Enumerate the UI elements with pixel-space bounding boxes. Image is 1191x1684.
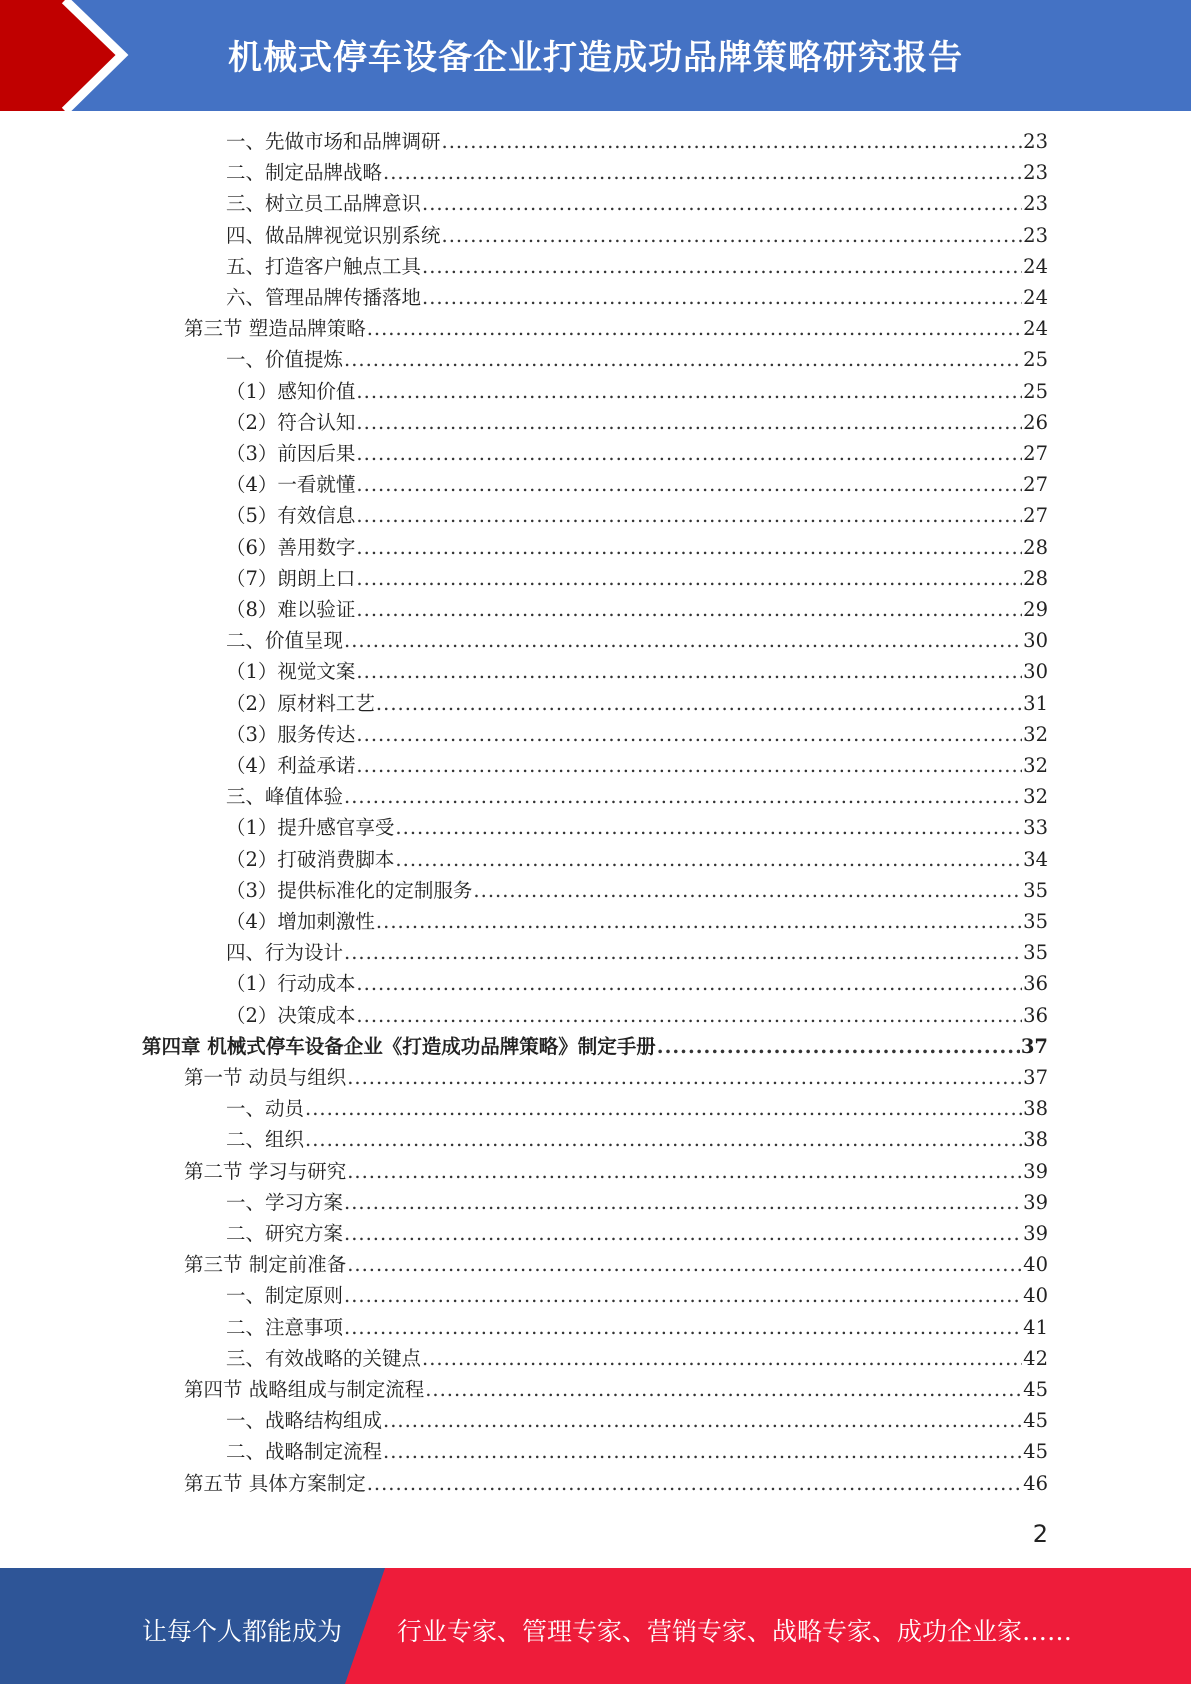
- toc-leader-dots: [356, 750, 1022, 781]
- toc-entry[interactable]: [226, 875, 1048, 906]
- toc-leader-dots: [422, 251, 1022, 282]
- chevron-arrow-icon: [0, 0, 160, 111]
- toc-entry[interactable]: [226, 344, 1048, 375]
- toc-entry-page: 29: [1023, 598, 1048, 621]
- toc-entry-label: （2）原材料工艺: [226, 691, 375, 715]
- toc-entry-page: 40: [1023, 1284, 1048, 1308]
- toc-entry[interactable]: [226, 968, 1048, 999]
- toc-entry-label: （3）服务传达: [226, 722, 356, 746]
- toc-entry-page: 24: [1023, 254, 1048, 278]
- toc-leader-dots: [395, 812, 1022, 843]
- toc-leader-dots: [347, 1156, 1022, 1187]
- toc-entry[interactable]: [226, 1280, 1048, 1311]
- toc-entry-label: （1）提升感官享受: [226, 816, 395, 840]
- toc-entry-label: （2）决策成本: [226, 1003, 356, 1027]
- toc-leader-dots: [356, 532, 1022, 563]
- toc-leader-dots: [344, 781, 1022, 812]
- toc-leader-dots: [344, 1280, 1022, 1311]
- toc-entry-page: 23: [1023, 223, 1048, 247]
- toc-leader-dots: [376, 906, 1022, 937]
- toc-entry-page: 24: [1023, 286, 1048, 309]
- toc-entry[interactable]: [226, 1343, 1048, 1374]
- toc-entry-label: （5）有效信息: [226, 504, 356, 528]
- toc-entry-label: 四、行为设计: [226, 941, 344, 965]
- toc-entry-page: 24: [1023, 317, 1048, 341]
- toc-entry[interactable]: [226, 781, 1048, 812]
- toc-entry-page: 38: [1023, 1128, 1048, 1152]
- toc-leader-dots: [367, 313, 1022, 344]
- toc-entry-label: 第二节 学习与研究: [184, 1159, 347, 1183]
- toc-entry-page: 30: [1023, 660, 1048, 684]
- toc-leader-dots: [442, 126, 1023, 157]
- toc-leader-dots: [395, 844, 1022, 875]
- footer-slogan-right: 行业专家、管理专家、营销专家、战略专家、成功企业家……: [397, 1617, 1073, 1646]
- toc-entry-label: 一、战略结构组成: [226, 1409, 383, 1433]
- toc-entry-label: （1）行动成本: [226, 972, 356, 996]
- toc-entry-page: 35: [1023, 910, 1048, 933]
- toc-entry[interactable]: [226, 594, 1048, 625]
- toc-leader-dots: [356, 719, 1022, 750]
- toc-entry[interactable]: [226, 625, 1048, 656]
- toc-leader-dots: [356, 656, 1022, 687]
- toc-entry-label: （4）增加刺激性: [226, 910, 375, 933]
- toc-entry[interactable]: [226, 500, 1048, 531]
- toc-entry[interactable]: [226, 563, 1048, 594]
- toc-entry[interactable]: [226, 750, 1048, 781]
- toc-entry-label: 二、战略制定流程: [226, 1440, 383, 1464]
- toc-entry[interactable]: [226, 1218, 1048, 1249]
- toc-entry-page: 39: [1023, 1159, 1048, 1183]
- toc-leader-dots: [657, 1031, 1020, 1062]
- toc-entry[interactable]: [226, 1436, 1048, 1467]
- toc-entry-label: 五、打造客户触点工具: [226, 254, 422, 278]
- toc-entry-page: 27: [1023, 473, 1048, 497]
- toc-leader-dots: [356, 563, 1022, 594]
- toc-entry[interactable]: [226, 719, 1048, 750]
- toc-entry-page: 26: [1023, 410, 1048, 434]
- toc-entry[interactable]: [142, 1031, 1048, 1062]
- toc-entry-page: 32: [1023, 785, 1048, 809]
- toc-entry[interactable]: [184, 1156, 1048, 1187]
- toc-entry-label: 第一节 动员与组织: [184, 1066, 347, 1089]
- page-header: [0, 0, 1191, 111]
- toc-entry-page: 40: [1023, 1253, 1048, 1277]
- toc-entry-label: 一、动员: [226, 1097, 305, 1121]
- toc-entry[interactable]: [226, 251, 1048, 282]
- toc-entry-page: 34: [1023, 847, 1048, 871]
- toc-leader-dots: [383, 1405, 1022, 1436]
- toc-entry-page: 37: [1020, 1034, 1048, 1058]
- toc-entry-label: 第四节 战略组成与制定流程: [184, 1378, 425, 1401]
- toc-entry-page: 31: [1023, 691, 1048, 715]
- toc-entry-label: （8）难以验证: [226, 598, 356, 621]
- page-number: 2: [1032, 1520, 1048, 1548]
- toc-entry[interactable]: [226, 688, 1048, 719]
- footer-slogan-left: 让每个人都能成为: [142, 1617, 343, 1646]
- toc-entry-label: 二、制定品牌战略: [226, 161, 383, 185]
- toc-entry-page: 23: [1023, 130, 1048, 153]
- toc-leader-dots: [367, 1468, 1022, 1499]
- toc-entry-page: 33: [1023, 816, 1048, 840]
- toc-entry-label: 三、峰值体验: [226, 785, 344, 809]
- toc-entry-page: 30: [1023, 629, 1048, 653]
- toc-leader-dots: [305, 1124, 1022, 1155]
- toc-entry[interactable]: [184, 1468, 1048, 1499]
- toc-entry-label: 第四章 机械式停车设备企业《打造成功品牌策略》制定手册: [142, 1034, 656, 1058]
- toc-entry-label: 二、价值呈现: [226, 629, 344, 653]
- toc-leader-dots: [356, 407, 1022, 438]
- toc-entry[interactable]: [184, 1062, 1048, 1093]
- toc-leader-dots: [344, 344, 1022, 375]
- toc-entry[interactable]: [226, 157, 1048, 188]
- toc-entry-label: （6）善用数字: [226, 535, 356, 559]
- toc-entry-label: （4）利益承诺: [226, 754, 356, 777]
- toc-entry-label: （4）一看就懂: [226, 473, 356, 497]
- toc-leader-dots: [376, 688, 1022, 719]
- toc-entry-page: 32: [1023, 754, 1048, 777]
- toc-entry[interactable]: [226, 1187, 1048, 1218]
- toc-entry[interactable]: [226, 906, 1048, 937]
- toc-entry[interactable]: [226, 438, 1048, 469]
- toc-entry[interactable]: [226, 407, 1048, 438]
- toc-entry[interactable]: [184, 1374, 1048, 1405]
- toc-entry-label: （7）朗朗上口: [226, 566, 356, 590]
- toc-entry-page: 36: [1023, 972, 1048, 996]
- toc-entry[interactable]: [226, 532, 1048, 563]
- toc-entry-page: 23: [1023, 161, 1048, 185]
- toc-entry-page: 25: [1023, 379, 1048, 403]
- toc-entry[interactable]: [226, 1312, 1048, 1343]
- toc-entry-label: 一、学习方案: [226, 1190, 344, 1214]
- toc-leader-dots: [356, 968, 1022, 999]
- toc-entry-page: 45: [1023, 1378, 1048, 1401]
- toc-leader-dots: [356, 1000, 1022, 1031]
- toc-entry-label: 三、有效战略的关键点: [226, 1346, 422, 1370]
- toc-entry[interactable]: [184, 1249, 1048, 1280]
- toc-entry-page: 39: [1023, 1222, 1048, 1245]
- toc-entry[interactable]: [226, 188, 1048, 219]
- toc-entry-page: 46: [1023, 1471, 1048, 1495]
- toc-entry-label: 一、先做市场和品牌调研: [226, 130, 441, 153]
- toc-leader-dots: [422, 188, 1022, 219]
- toc-leader-dots: [344, 1218, 1022, 1249]
- toc-leader-dots: [305, 1093, 1022, 1124]
- toc-entry-page: 45: [1023, 1409, 1048, 1433]
- toc-entry-page: 28: [1023, 535, 1048, 559]
- toc-entry-label: 二、组织: [226, 1128, 305, 1152]
- toc-leader-dots: [473, 875, 1022, 906]
- toc-leader-dots: [383, 157, 1022, 188]
- toc-entry-page: 32: [1023, 722, 1048, 746]
- toc-leader-dots: [356, 594, 1022, 625]
- toc-entry[interactable]: [226, 376, 1048, 407]
- toc-entry-label: （3）提供标准化的定制服务: [226, 878, 473, 902]
- toc-entry-label: 一、制定原则: [226, 1284, 344, 1308]
- toc-entry[interactable]: [226, 844, 1048, 875]
- toc-entry[interactable]: [226, 1093, 1048, 1124]
- toc-entry[interactable]: [226, 126, 1048, 157]
- toc-entry-label: 二、研究方案: [226, 1222, 344, 1245]
- toc-entry[interactable]: [226, 220, 1048, 251]
- toc-leader-dots: [383, 1436, 1022, 1467]
- toc-entry-label: 六、管理品牌传播落地: [226, 286, 422, 309]
- toc-entry[interactable]: [226, 812, 1048, 843]
- toc-leader-dots: [422, 282, 1022, 313]
- toc-leader-dots: [347, 1249, 1022, 1280]
- toc-entry[interactable]: [226, 1124, 1048, 1155]
- toc-entry[interactable]: [226, 656, 1048, 687]
- toc-entry-label: 一、价值提炼: [226, 348, 344, 372]
- report-title: 机械式停车设备企业打造成功品牌策略研究报告: [228, 38, 963, 78]
- toc-entry[interactable]: [184, 313, 1048, 344]
- toc-entry-page: 35: [1023, 941, 1048, 965]
- toc-leader-dots: [356, 438, 1022, 469]
- toc-entry-page: 38: [1023, 1097, 1048, 1121]
- toc-leader-dots: [344, 625, 1022, 656]
- toc-leader-dots: [344, 1187, 1022, 1218]
- toc-leader-dots: [442, 220, 1023, 251]
- toc-entry-page: 25: [1023, 348, 1048, 372]
- toc-entry-page: 23: [1023, 192, 1048, 216]
- toc-entry-label: （1）感知价值: [226, 379, 356, 403]
- toc-entry-label: （2）符合认知: [226, 410, 356, 434]
- toc-entry-label: 三、树立员工品牌意识: [226, 192, 422, 216]
- toc-entry-page: 28: [1023, 566, 1048, 590]
- toc-entry-label: 四、做品牌视觉识别系统: [226, 223, 441, 247]
- toc-entry-page: 45: [1023, 1440, 1048, 1464]
- toc-leader-dots: [356, 376, 1022, 407]
- toc-entry-page: 42: [1023, 1346, 1048, 1370]
- toc-entry-label: 第三节 制定前准备: [184, 1253, 347, 1277]
- toc-leader-dots: [425, 1374, 1022, 1405]
- toc-entry[interactable]: [226, 1405, 1048, 1436]
- toc-entry[interactable]: [226, 1000, 1048, 1031]
- toc-entry-label: （1）视觉文案: [226, 660, 356, 684]
- toc-entry-page: 36: [1023, 1003, 1048, 1027]
- toc-leader-dots: [356, 500, 1022, 531]
- toc-entry-label: 第五节 具体方案制定: [184, 1471, 366, 1495]
- toc-entry[interactable]: [226, 282, 1048, 313]
- toc-leader-dots: [344, 937, 1022, 968]
- toc-entry-page: 37: [1023, 1066, 1048, 1089]
- page-footer: [0, 1568, 1191, 1684]
- toc-entry[interactable]: [226, 469, 1048, 500]
- toc-leader-dots: [422, 1343, 1022, 1374]
- toc-entry-label: （3）前因后果: [226, 442, 356, 465]
- toc-entry[interactable]: [226, 937, 1048, 968]
- toc-entry-page: 27: [1023, 442, 1048, 465]
- toc-entry-page: 35: [1023, 878, 1048, 902]
- toc-entry-label: 第三节 塑造品牌策略: [184, 317, 366, 341]
- toc-entry-page: 41: [1023, 1315, 1048, 1339]
- toc-leader-dots: [347, 1062, 1022, 1093]
- toc-leader-dots: [356, 469, 1022, 500]
- toc-entry-page: 39: [1023, 1190, 1048, 1214]
- toc-entry-page: 27: [1023, 504, 1048, 528]
- toc-entry-label: 二、注意事项: [226, 1315, 344, 1339]
- toc-entry-label: （2）打破消费脚本: [226, 847, 395, 871]
- toc-leader-dots: [344, 1312, 1022, 1343]
